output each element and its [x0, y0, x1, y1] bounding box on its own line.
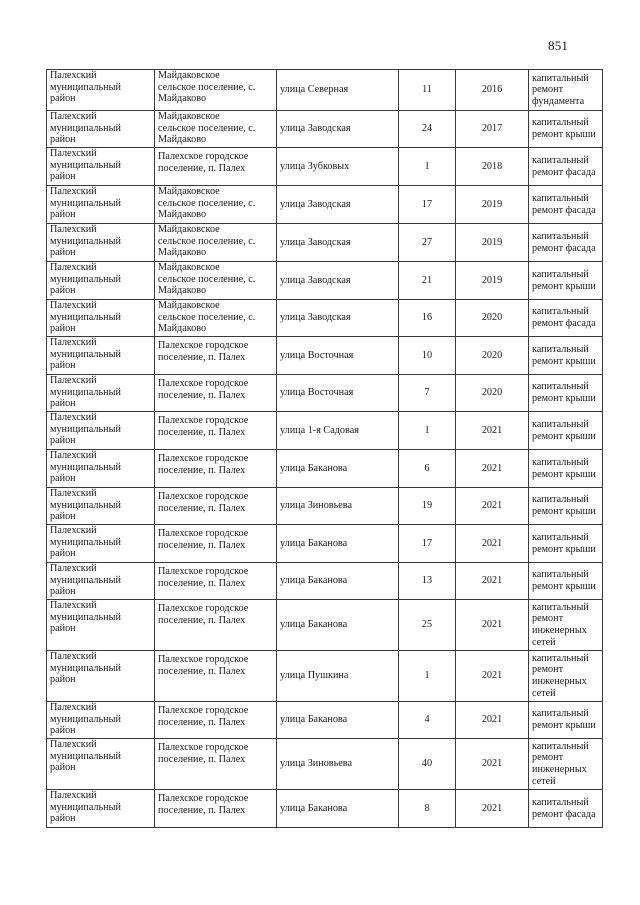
settlement-cell-text: Палехское городское поселение, п. Палех — [158, 340, 249, 363]
work-type-cell-text: капитальный ремонт фасада — [532, 154, 596, 178]
house-number-cell-text: 13 — [421, 575, 433, 587]
settlement-cell — [155, 337, 277, 375]
year-cell-text: 2020 — [481, 387, 503, 399]
street-cell-text: улица Восточная — [280, 387, 354, 399]
settlement-cell — [155, 600, 277, 651]
work-type-cell-text: капитальный ремонт инженерных сетей — [532, 652, 589, 699]
district-cell — [47, 525, 155, 563]
settlement-cell-text: Палехское городское поселение, п. Палех — [158, 453, 249, 476]
district-cell — [47, 111, 155, 148]
table-row — [47, 262, 603, 300]
year-cell-text: 2021 — [481, 802, 503, 814]
house-number-cell — [399, 262, 456, 300]
work-type-cell-text: капитальный ремонт фасада — [532, 230, 596, 254]
settlement-cell — [155, 148, 277, 186]
settlement-cell-text: Майдаковское сельское поселение, с. Майдаково — [158, 111, 256, 146]
table-body — [47, 70, 603, 828]
house-number-cell — [399, 111, 456, 148]
street-cell — [277, 186, 399, 224]
street-cell — [277, 300, 399, 337]
district-cell — [47, 488, 155, 525]
work-type-cell-text: капитальный ремонт крыши — [532, 569, 596, 592]
year-cell-text: 2019 — [481, 198, 503, 210]
street-cell-text: улица Заводская — [280, 123, 351, 135]
street-cell-text: улица Заводская — [280, 236, 351, 248]
work-type-cell — [529, 702, 603, 739]
district-cell-text: Палехский муниципальный район — [50, 600, 121, 635]
work-type-cell-text: капитальный ремонт крыши — [532, 381, 596, 404]
year-cell — [456, 450, 529, 488]
work-type-cell — [529, 450, 603, 488]
year-cell-text: 2016 — [481, 84, 503, 96]
house-number-cell-text: 7 — [424, 387, 430, 399]
table-row — [47, 111, 603, 148]
table-row — [47, 651, 603, 702]
settlement-cell — [155, 651, 277, 702]
street-cell-text: улица Зиновьева — [280, 500, 352, 512]
year-cell-text: 2021 — [481, 462, 503, 474]
year-cell — [456, 262, 529, 300]
year-cell — [456, 186, 529, 224]
district-cell — [47, 450, 155, 488]
work-type-cell — [529, 70, 603, 111]
settlement-cell-text: Палехское городское поселение, п. Палех — [158, 415, 249, 438]
year-cell-text: 2021 — [481, 670, 503, 682]
year-cell-text: 2021 — [481, 714, 503, 726]
table-row — [47, 702, 603, 739]
table-row — [47, 450, 603, 488]
street-cell-text: улица Баканова — [280, 575, 348, 587]
year-cell-text: 2017 — [481, 123, 503, 135]
street-cell — [277, 488, 399, 525]
house-number-cell-text: 4 — [424, 714, 430, 726]
year-cell — [456, 375, 529, 412]
work-type-cell — [529, 651, 603, 702]
settlement-cell — [155, 739, 277, 790]
work-type-cell — [529, 790, 603, 828]
house-number-cell — [399, 224, 456, 262]
settlement-cell — [155, 111, 277, 148]
street-cell-text: улица Баканова — [280, 462, 348, 474]
housing-repair-table — [46, 69, 603, 828]
street-cell — [277, 600, 399, 651]
district-cell — [47, 739, 155, 790]
work-type-cell-text: капитальный ремонт фасада — [532, 306, 596, 329]
settlement-cell-text: Палехское городское поселение, п. Палех — [158, 528, 249, 551]
table-row — [47, 300, 603, 337]
street-cell — [277, 148, 399, 186]
street-cell-text: улица Заводская — [280, 198, 351, 210]
year-cell — [456, 488, 529, 525]
year-cell-text: 2019 — [481, 274, 503, 286]
year-cell-text: 2021 — [481, 575, 503, 587]
district-cell — [47, 651, 155, 702]
work-type-cell-text: капитальный ремонт крыши — [532, 456, 596, 480]
work-type-cell — [529, 600, 603, 651]
house-number-cell-text: 1 — [424, 424, 430, 436]
street-cell-text: улица Восточная — [280, 349, 354, 361]
house-number-cell — [399, 563, 456, 600]
district-cell-text: Палехский муниципальный район — [50, 224, 121, 259]
settlement-cell — [155, 702, 277, 739]
street-cell — [277, 739, 399, 790]
house-number-cell — [399, 70, 456, 111]
settlement-cell-text: Палехское городское поселение, п. Палех — [158, 742, 249, 765]
settlement-cell — [155, 262, 277, 300]
district-cell — [47, 375, 155, 412]
work-type-cell-text: капитальный ремонт крыши — [532, 494, 596, 517]
year-cell — [456, 702, 529, 739]
year-cell-text: 2021 — [481, 500, 503, 512]
house-number-cell — [399, 375, 456, 412]
house-number-cell-text: 16 — [421, 312, 433, 324]
work-type-cell — [529, 375, 603, 412]
district-cell — [47, 412, 155, 450]
year-cell — [456, 70, 529, 111]
house-number-cell-text: 17 — [421, 198, 433, 210]
settlement-cell — [155, 70, 277, 111]
street-cell — [277, 525, 399, 563]
work-type-cell-text: капитальный ремонт инженерных сетей — [532, 740, 589, 787]
year-cell — [456, 525, 529, 563]
house-number-cell — [399, 186, 456, 224]
work-type-cell-text: капитальный ремонт крыши — [532, 343, 596, 367]
table-row — [47, 739, 603, 790]
house-number-cell — [399, 300, 456, 337]
settlement-cell-text: Палехское городское поселение, п. Палех — [158, 654, 249, 677]
year-cell-text: 2020 — [481, 312, 503, 324]
house-number-cell-text: 27 — [421, 236, 433, 248]
settlement-cell — [155, 412, 277, 450]
district-cell-text: Палехский муниципальный район — [50, 488, 121, 523]
table-row — [47, 148, 603, 186]
settlement-cell — [155, 186, 277, 224]
district-cell — [47, 70, 155, 111]
work-type-cell-text: капитальный ремонт фасада — [532, 796, 596, 820]
house-number-cell-text: 25 — [421, 619, 433, 631]
year-cell-text: 2021 — [481, 424, 503, 436]
work-type-cell-text: капитальный ремонт крыши — [532, 708, 596, 731]
street-cell — [277, 563, 399, 600]
year-cell-text: 2021 — [481, 758, 503, 770]
district-cell-text: Палехский муниципальный район — [50, 262, 121, 297]
district-cell — [47, 300, 155, 337]
street-cell-text: улица Баканова — [280, 714, 348, 726]
year-cell — [456, 224, 529, 262]
settlement-cell-text: Майдаковское сельское поселение, с. Майдаково — [158, 300, 256, 335]
street-cell-text: улица Баканова — [280, 619, 348, 631]
street-cell — [277, 412, 399, 450]
work-type-cell-text: капитальный ремонт фасада — [532, 192, 596, 216]
house-number-cell — [399, 337, 456, 375]
district-cell-text: Палехский муниципальный район — [50, 337, 121, 372]
settlement-cell-text: Палехское городское поселение, п. Палех — [158, 793, 249, 816]
year-cell — [456, 790, 529, 828]
street-cell-text: улица Баканова — [280, 802, 348, 814]
page-number: 851 — [548, 38, 569, 53]
settlement-cell — [155, 790, 277, 828]
work-type-cell — [529, 111, 603, 148]
year-cell-text: 2019 — [481, 236, 503, 248]
street-cell-text: улица Заводская — [280, 274, 351, 286]
street-cell-text: улица Зубковых — [280, 160, 350, 172]
district-cell-text: Палехский муниципальный район — [50, 186, 121, 221]
settlement-cell-text: Палехское городское поселение, п. Палех — [158, 705, 249, 728]
district-cell-text: Палехский муниципальный район — [50, 739, 121, 774]
house-number-cell — [399, 488, 456, 525]
street-cell — [277, 262, 399, 300]
table-row — [47, 563, 603, 600]
table-row — [47, 70, 603, 111]
district-cell-text: Палехский муниципальный район — [50, 790, 121, 825]
year-cell-text: 2021 — [481, 537, 503, 549]
street-cell — [277, 790, 399, 828]
year-cell-text: 2020 — [481, 349, 503, 361]
settlement-cell-text: Палехское городское поселение, п. Палех — [158, 603, 249, 626]
year-cell — [456, 111, 529, 148]
house-number-cell — [399, 600, 456, 651]
street-cell — [277, 70, 399, 111]
settlement-cell — [155, 525, 277, 563]
settlement-cell — [155, 563, 277, 600]
settlement-cell-text: Майдаковское сельское поселение, с. Майдаково — [158, 70, 256, 105]
year-cell — [456, 739, 529, 790]
district-cell-text: Палехский муниципальный район — [50, 525, 121, 560]
house-number-cell-text: 1 — [424, 160, 430, 172]
house-number-cell-text: 21 — [421, 274, 433, 286]
street-cell — [277, 450, 399, 488]
house-number-cell — [399, 739, 456, 790]
work-type-cell — [529, 148, 603, 186]
district-cell-text: Палехский муниципальный район — [50, 563, 121, 598]
district-cell — [47, 262, 155, 300]
district-cell-text: Палехский муниципальный район — [50, 450, 121, 485]
district-cell — [47, 702, 155, 739]
house-number-cell — [399, 148, 456, 186]
district-cell-text: Палехский муниципальный район — [50, 375, 121, 410]
year-cell — [456, 300, 529, 337]
year-cell — [456, 148, 529, 186]
settlement-cell — [155, 375, 277, 412]
table-row — [47, 488, 603, 525]
district-cell — [47, 224, 155, 262]
street-cell-text: улица Заводская — [280, 312, 351, 324]
settlement-cell-text: Майдаковское сельское поселение, с. Майдаково — [158, 262, 256, 297]
street-cell — [277, 337, 399, 375]
year-cell — [456, 412, 529, 450]
table-row — [47, 525, 603, 563]
year-cell — [456, 563, 529, 600]
street-cell-text: улица Баканова — [280, 537, 348, 549]
house-number-cell — [399, 790, 456, 828]
year-cell-text: 2021 — [481, 619, 503, 631]
work-type-cell-text: капитальный ремонт крыши — [532, 117, 596, 140]
house-number-cell-text: 10 — [421, 349, 433, 361]
settlement-cell — [155, 300, 277, 337]
year-cell — [456, 651, 529, 702]
work-type-cell — [529, 563, 603, 600]
house-number-cell — [399, 525, 456, 563]
street-cell-text: улица 1-я Садовая — [280, 424, 359, 436]
work-type-cell-text: капитальный ремонт крыши — [532, 268, 596, 292]
work-type-cell — [529, 488, 603, 525]
street-cell-text: улица Пушкина — [280, 670, 349, 682]
work-type-cell — [529, 337, 603, 375]
settlement-cell — [155, 488, 277, 525]
street-cell — [277, 702, 399, 739]
work-type-cell-text: капитальный ремонт крыши — [532, 418, 596, 442]
district-cell-text: Палехский муниципальный район — [50, 70, 121, 105]
table-row — [47, 790, 603, 828]
district-cell-text: Палехский муниципальный район — [50, 412, 121, 447]
district-cell — [47, 186, 155, 224]
district-cell — [47, 148, 155, 186]
district-cell — [47, 337, 155, 375]
table-row — [47, 412, 603, 450]
table-row — [47, 600, 603, 651]
work-type-cell — [529, 525, 603, 563]
year-cell — [456, 337, 529, 375]
table-row — [47, 224, 603, 262]
work-type-cell-text: капитальный ремонт фундамента — [532, 72, 589, 107]
district-cell-text: Палехский муниципальный район — [50, 111, 121, 146]
house-number-cell-text: 17 — [421, 537, 433, 549]
street-cell — [277, 224, 399, 262]
settlement-cell-text: Майдаковское сельское поселение, с. Майдаково — [158, 224, 256, 259]
street-cell-text: улица Северная — [280, 84, 349, 96]
work-type-cell-text: капитальный ремонт крыши — [532, 531, 596, 555]
house-number-cell-text: 24 — [421, 123, 433, 135]
street-cell-text: улица Зиновьева — [280, 758, 352, 770]
settlement-cell-text: Палехское городское поселение, п. Палех — [158, 151, 249, 174]
district-cell — [47, 790, 155, 828]
district-cell-text: Палехский муниципальный район — [50, 300, 121, 335]
district-cell — [47, 600, 155, 651]
settlement-cell-text: Палехское городское поселение, п. Палех — [158, 491, 249, 514]
work-type-cell — [529, 262, 603, 300]
house-number-cell — [399, 702, 456, 739]
table-row — [47, 337, 603, 375]
table-row — [47, 186, 603, 224]
work-type-cell — [529, 739, 603, 790]
work-type-cell — [529, 412, 603, 450]
settlement-cell-text: Палехское городское поселение, п. Палех — [158, 566, 249, 589]
house-number-cell — [399, 450, 456, 488]
house-number-cell-text: 1 — [424, 670, 430, 682]
settlement-cell — [155, 224, 277, 262]
year-cell — [456, 600, 529, 651]
house-number-cell-text: 19 — [421, 500, 433, 512]
district-cell-text: Палехский муниципальный район — [50, 651, 121, 686]
district-cell — [47, 563, 155, 600]
district-cell-text: Палехский муниципальный район — [50, 148, 121, 183]
year-cell-text: 2018 — [481, 160, 503, 172]
house-number-cell — [399, 412, 456, 450]
work-type-cell — [529, 186, 603, 224]
settlement-cell-text: Палехское городское поселение, п. Палех — [158, 378, 249, 401]
district-cell-text: Палехский муниципальный район — [50, 702, 121, 737]
house-number-cell-text: 8 — [424, 802, 430, 814]
house-number-cell — [399, 651, 456, 702]
street-cell — [277, 375, 399, 412]
street-cell — [277, 111, 399, 148]
table-row — [47, 375, 603, 412]
house-number-cell-text: 11 — [422, 84, 432, 96]
work-type-cell — [529, 300, 603, 337]
settlement-cell — [155, 450, 277, 488]
street-cell — [277, 651, 399, 702]
work-type-cell — [529, 224, 603, 262]
settlement-cell-text: Майдаковское сельское поселение, с. Майдаково — [158, 186, 256, 221]
house-number-cell-text: 6 — [424, 462, 430, 474]
work-type-cell-text: капитальный ремонт инженерных сетей — [532, 601, 589, 648]
house-number-cell-text: 40 — [421, 758, 433, 770]
